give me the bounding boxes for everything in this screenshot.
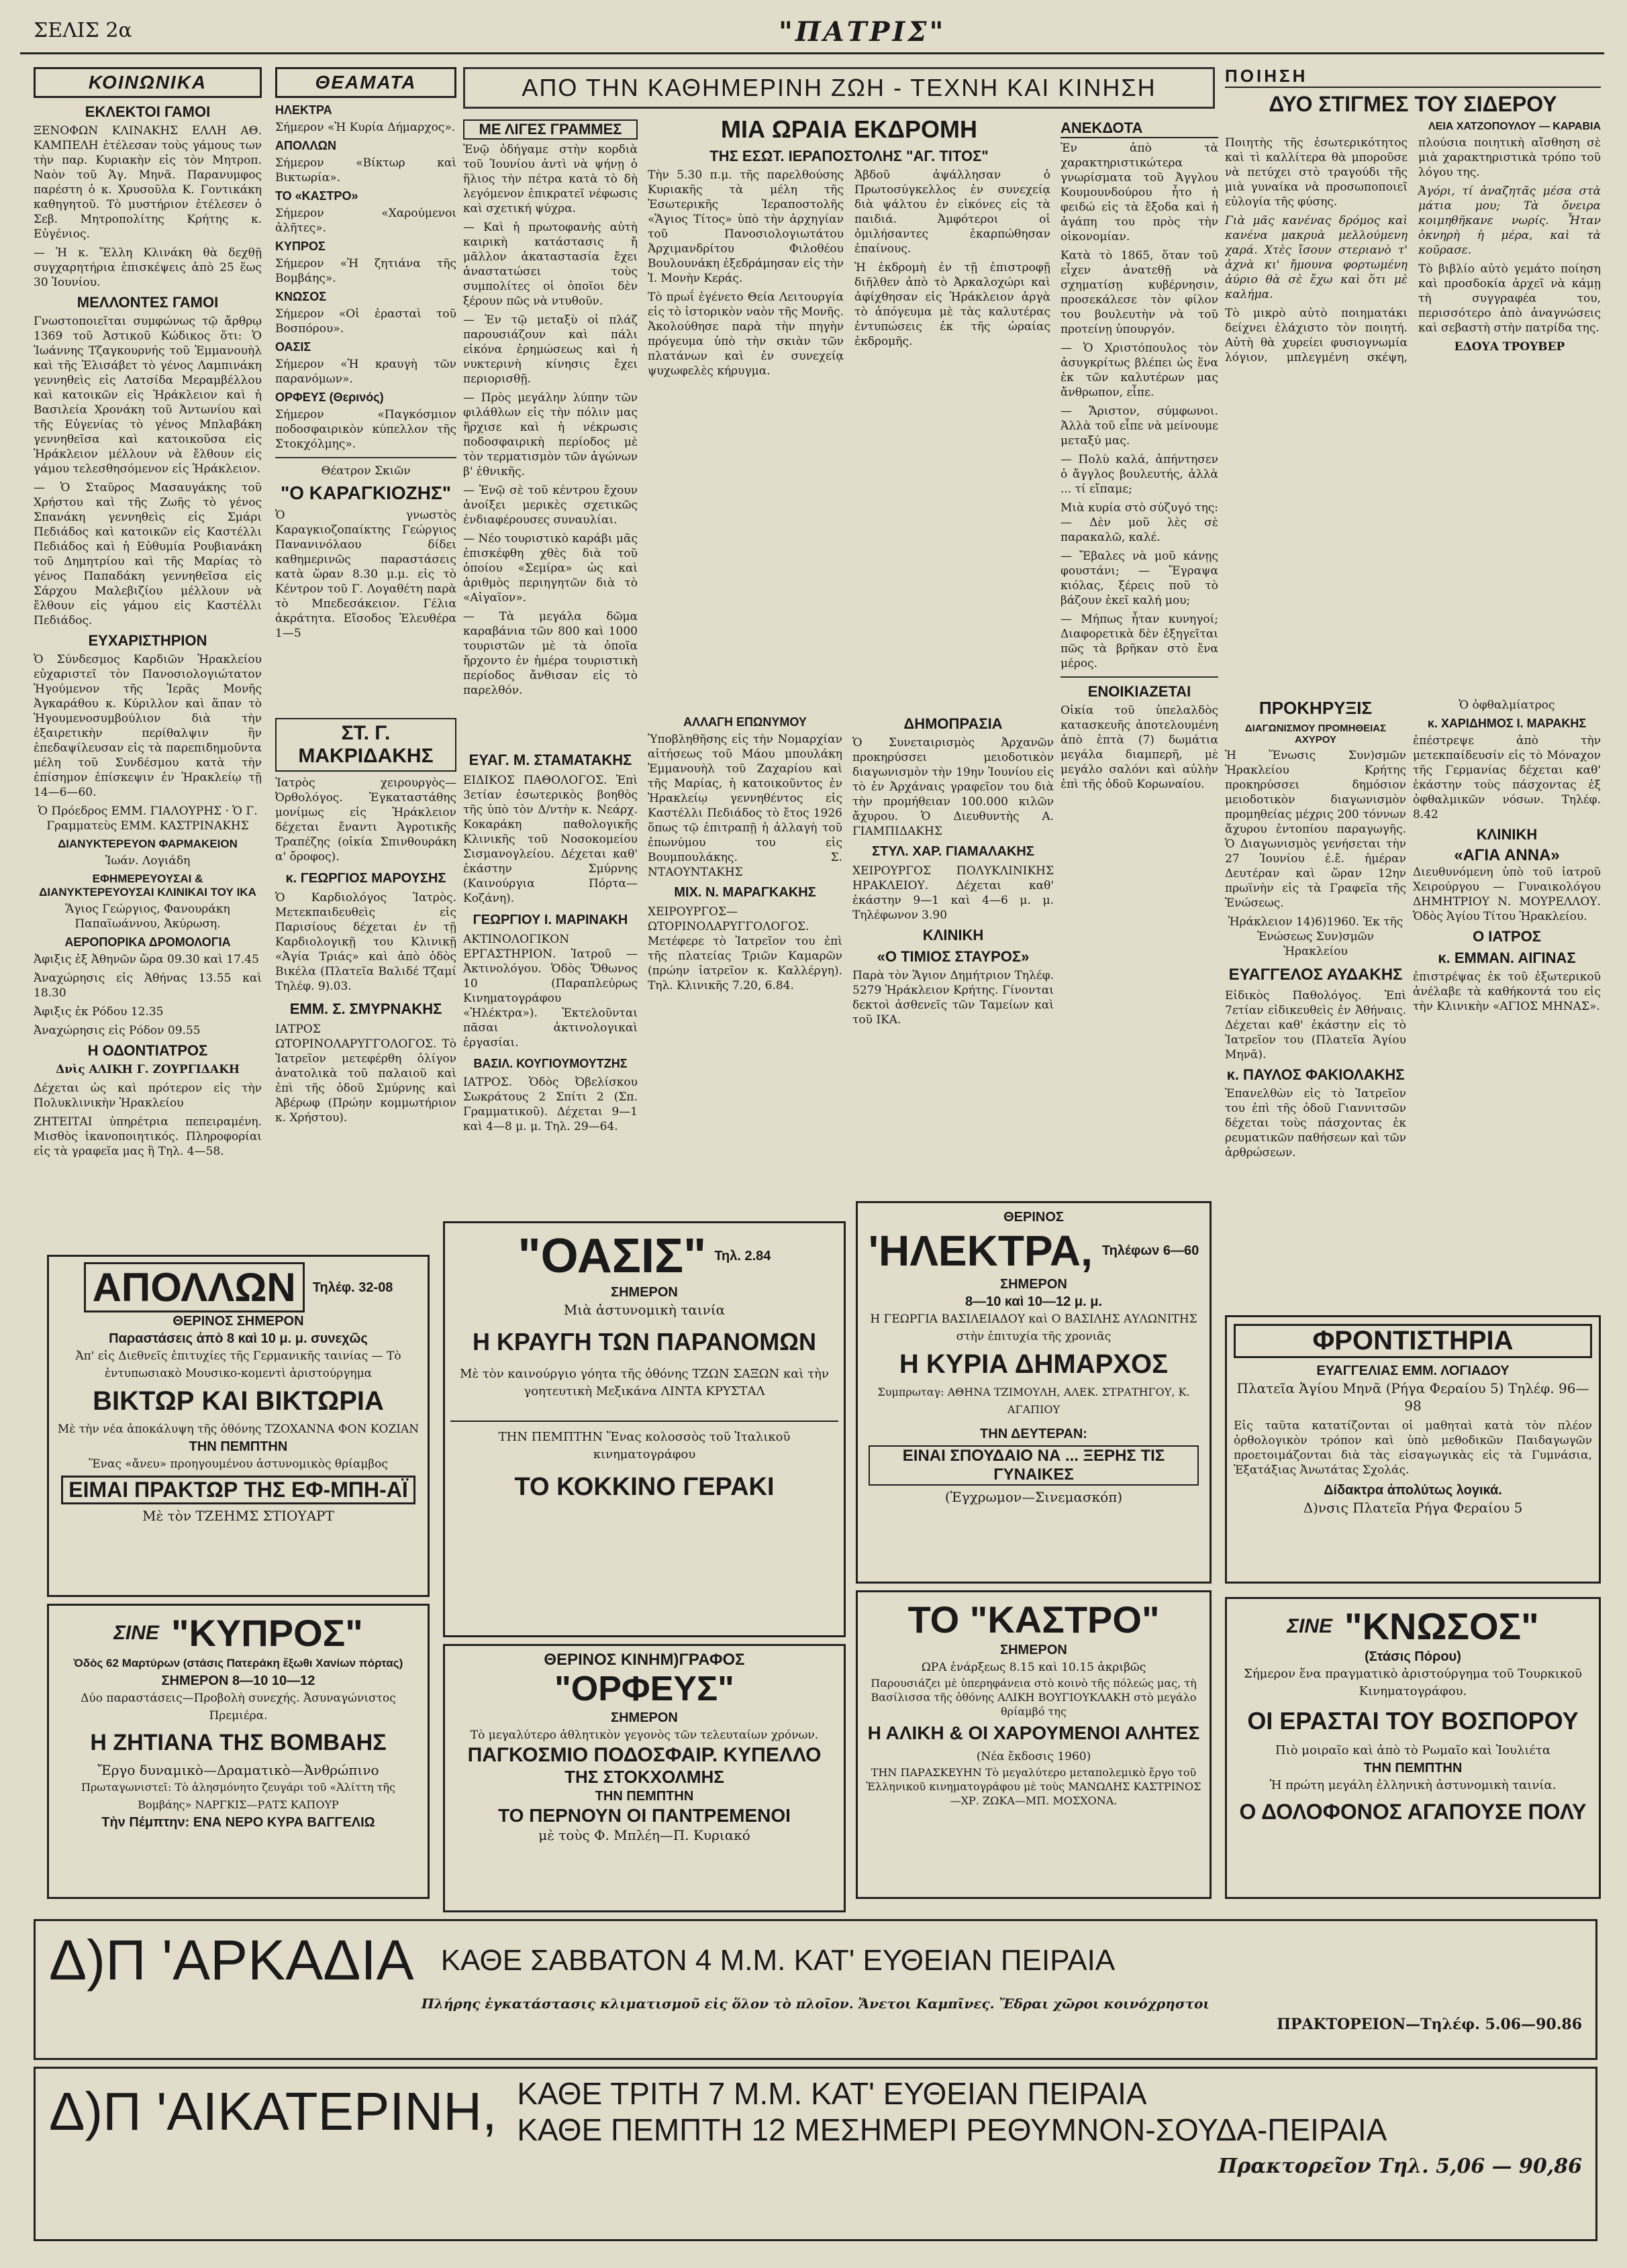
oasis-tel: Τηλ. 2.84 [714,1249,771,1264]
kypros-stars: Πρωταγωνιστεῖ: Τὸ ἀλησμόνητο ζευγάρι τοῦ «Ἀλίττη τῆς Βομβάης» ΝΑΡΓΚΙΣ—ΡΑΤΣ ΚΑΠΟΥΡ [81,1781,395,1811]
poetry-column [1225,62,1601,692]
divider [275,457,456,458]
kypros-name: "ΚΥΠΡΟΣ" [170,1612,363,1654]
poetry-p5: Τὸ βιβλίο αὐτὸ γεμάτο ποίηση καὶ προσδοκία ἀρχεῖ νὰ κάμῃ τὴ συγγραφέα του, περισσότερο ἀπὸ ἀναγνώσεις καὶ σεβαστὴ στὴν πατρίδα της. [1418,262,1601,335]
poetry-title: ΠΟΙΗΣΗ [1225,66,1601,88]
tender-title: ΠΡΟΚΗΡΥΞΙΣ [1259,698,1373,718]
right-notices-left [1225,698,1406,1315]
ophthalmologist-text: ἐπέστρεψε ἀπὸ τὴν μετεκπαίδευσίν εἰς τὸ Μόναχον τῆς Γερμανίας δέχεται καθ' ἑκάστην τοὺς πάσχοντας ἐξ ὀφθαλμικῶν νόσων. Τηλέφ. 8.42 [1413,734,1601,821]
clinic-heading: ΚΛΙΝΙΚΗ [922,927,984,943]
knosos-desc2: Ἡ πρώτη μεγάλη ἑλληνικὴ ἀστυνομικὴ ταινία. [1269,1778,1557,1792]
kypros-shows: ΣΗΜΕΡΟΝ 8—10 10—12 [161,1673,315,1688]
knosos-movie: ΟΙ ΕΡΑΣΤΑΙ ΤΟΥ ΒΟΣΠΟΡΟΥ [1247,1707,1579,1735]
ophthalmologist-heading: Ὁ ὀφθαλμίατρος [1459,699,1555,712]
auction-text: Ὁ Συνεταιρισμὸς Ἀρχανῶν προκηρύσσει μειοδοτικὸν διαγωνισμὸν τὴν 19ην Ἰουνίου εἰς τὸ ἐν Ἀρχάναις γραφεῖον του διὰ τὴν προμήθειαν 100.000 κιλῶν ἄχυρου. Ὁ Διευθυντὴς Α. ΓΙΑΜΠΙΔΑΚΗΣ [852,736,1054,838]
surgeon-name: ΣΤΥΛ. ΧΑΡ. ΓΙΑΜΑΛΑΚΗΣ [872,844,1034,859]
doctor-4-text: ΙΑΤΡΟΣ ΩΤΟΡΙΝΟΛΑΡΥΓΓΟΛΟΓΟΣ. Τὸ Ἰατρεῖον μετεφέρθη ὁλίγον ἀνατολικὰ τοῦ παλαιοῦ καὶ ἐπὶ τῆς ὁδοῦ Σμύρνης καὶ Ἀβέρωφ (Πρώην κομμωτήριον κ. Χρήστου). [275,1023,456,1125]
kypros-genre: Ἔργο δυναμικὸ—Δραματικὸ—Ἀνθρώπινο [97,1762,379,1778]
theatre-2-text: Σήμερον «Βίκτωρ καὶ Βικτωρία». [275,156,456,185]
orfeus-cinema-ad [443,1644,846,1912]
article-subtitle: ΜΕ ΛΙΓΕΣ ΓΡΑΜΜΕΣ [463,119,638,140]
ophthalmologist-name: κ. ΧΑΡΙΔΗΜΟΣ Ι. ΜΑΡΑΚΗΣ [1427,717,1587,730]
article-p3: — Ἐν τῷ μεταξὺ οἱ πλάζ παρουσιάζουν καὶ πάλι εἰκόνα ἐρημώσεως καὶ ἡ νυκτερινὴ κίνησις ἔχει περιορισθῇ. [463,313,638,386]
doctor-aiginas-heading: Ο ΙΑΤΡΟΣ [1473,928,1541,945]
doctor-1-text: Ἰατρὸς χειρουργὸς—Ὀρθολόγος. Ἐγκαταστάθης μονίμως εἰς Ἡράκλειον δέχεται ἔναντι Ἀγροτικῆς Τραπέζης (οἰκία Σπινθουράκη α' ὄροφος). [275,776,456,864]
clinic-name: «Ο ΤΙΜΙΟΣ ΣΤΑΥΡΟΣ» [877,948,1030,965]
poetry-author: ΛΕΙΑ ΧΑΤΖΟΠΟΥΛΟΥ — ΚΑΡΑΒΙΑ [1428,121,1601,132]
apollon-movie2: ΕΙΜΑΙ ΠΡΑΚΤΩΡ ΤΗΣ ΕΦ-ΜΠΗ-ΑΪ [61,1476,415,1504]
kastro-desc: Παρουσιάζει μὲ ὑπερηφάνεια στὸ κοινὸ τῆς πόλεώς μας, τὴ Βασίλισσα τῆς ὀθόνης ΑΛΙΚΗ ΒΟΥΓΙΟΥΚΛΑΚΗ στὸ μεγάλο θρίαμβό της [871,1677,1197,1718]
theatre-6-text: Σήμερον «Ἡ κραυγὴ τῶν παρανόμων». [275,358,456,386]
poetry-p4: Ἀγόρι, τί ἀναζητᾶς μέσα στὰ μάτια μου; Τὰ ὄνειρα κοιμηθῆκανε νωρίς. Ἦταν ὀκνηρὴ ἡ μέρα, καὶ τὰ κοῦρασε. [1418,185,1601,257]
apollon-desc: Ἀπ' εἰς Διεθνεῖς ἐπιτυχίες τῆς Γερμανικῆς ταινίας — Τὸ ἐντυπωσιακὸ Μουσικο-κομεντὶ ἀριστούργημα [75,1349,401,1380]
page-header [20,12,1604,54]
weddings-heading: ΕΚΛΕΚΤΟΙ ΓΑΜΟΙ [85,103,211,120]
aikaterini-agent: Πρακτορεῖον Τηλ. 5,06 — 90,86 [1218,2155,1582,2178]
excursion-p4: Ἀβδοῦ ἀψάλλησαν ὁ Πρωτοσύγκελλος ἐν συνεχείᾳ διὰ ψάλτου ἐν εἰκόνες εἰς τὰ παιδιά. Ἀμφότεροι οἱ ὁμιλήσαντες ἐκαρπώθησαν ἐπαίνους. [854,168,1050,256]
orfeus-pre: ΘΕΡΙΝΟΣ ΚΙΝΗΜ)ΓΡΑΦΟΣ [544,1651,745,1669]
arkadia-name: Δ)Π 'ΑΡΚΑΔΙΑ [49,1928,414,1992]
ilektra-format: (Ἐγχρωμον—Σινεμασκόπ) [944,1489,1123,1505]
rent-text: Οἰκία τοῦ ὑπελαλδὸς κατασκευῆς ἀποτελουμένη ἀπὸ ἑπτὰ (7) δωμάτια μεγάλα διαμπερῆ, μὲ μεγάλο σαλόνι καὶ αὐλὴν ἐπὶ τῆς ὁδοῦ Κορωναίου. [1061,704,1218,791]
apollon-star: Μὲ τὴν νέα ἀποκάλυψη τῆς ὀθόνης ΤΖΟΧΑΝΝΑ ΦΟΝ ΚΟΖΙΑΝ [57,1423,420,1436]
ilektra-stars: Η ΓΕΩΡΓΙΑ ΒΑΣΙΛΕΙΑΔΟΥ καὶ Ο ΒΑΣΙΛΗΣ ΑΥΛΩΝΙΤΗΣ στὴν ἐπιτυχία τῆς χρονιᾶς [870,1312,1197,1343]
fakiolakis-name: κ. ΠΑΥΛΟΣ ΦΑΚΙΟΛΑΚΗΣ [1226,1066,1405,1083]
divider [1061,676,1218,678]
clinic-text: Παρὰ τὸν Ἅγιον Δημήτριον Τηλέφ. 5279 Ἡράκλειον Κρήτης. Γίνονται δεκτοὶ ἀσθενεῖς τῶν Ταμείων καὶ τοῦ ΙΚΑ. [852,969,1054,1027]
tutoring-contact: Δ)νσις Πλατεῖα Ρήγα Φεραίου 5 [1303,1500,1523,1516]
thanks-signature: Ὁ Πρόεδρος ΕΜΜ. ΓΙΑΛΟΥΡΗΣ · Ὁ Γ. Γραμματεὺς ΕΜΜ. ΚΑΣΤΡΙΝΑΚΗΣ [38,805,258,833]
apollon-shows: Παραστάσεις ἀπὸ 8 καὶ 10 μ. μ. συνεχῶς [109,1331,368,1346]
surgeon-text: ΧΕΙΡΟΥΡΓΟΣ ΠΟΛΥΚΛΙΝΙΚΗΣ ΗΡΑΚΛΕΙΟΥ. Δέχεται καθ' ἑκάστην 9—1 καὶ 4—6 μ. μ. Τηλέφωνον 3.90 [852,864,1054,922]
kastro-movie: Η ΑΛΙΚΗ & ΟΙ ΧΑΡΟΥΜΕΝΟΙ ΑΛΗΤΕΣ [867,1722,1200,1743]
orfeus-today: ΣΗΜΕΡΟΝ [611,1710,678,1725]
orfeus-desc: Τὸ μεγαλύτερο ἀθλητικὸν γεγονὸς τῶν τελευταίων χρόνων. [470,1729,819,1742]
oasis-desc: Μιὰ ἀστυνομικὴ ταινία [563,1302,726,1318]
doctor-2-text: ΕΙΔΙΚΟΣ ΠΑΘΟΛΟΓΟΣ. Ἐπὶ 3ετίαν ἐσωτερικὸς βοηθὸς τῆς ὑπὸ τὸν Δ/ντὴν κ. Νεάρχ. Κοκαράκη παθολογικῆς Κλινικῆς τοῦ Νοσοκομείου Σισμανογλείου. Δέχεται καθ' ἑκάστην Σμύρνης (Καινούργια Πόρτα—Κοζάνη). [463,774,638,905]
article-p6: — Νέο τουριστικὸ καράβι μᾶς ἐπισκέφθη χθὲς διὰ τοῦ ὁποίου «Σεμίρα» ὡς καὶ ἀριθμὸς περιηγητῶν διὰ τὸ «Αἰγαῖον». [463,532,638,605]
apollon-cinema-ad [47,1255,430,1597]
pharmacy-text: Ἰωάν. Λογιάδη [105,854,191,868]
ilektra-cinema-ad [856,1201,1212,1584]
doctor-3-text: Ὁ Καρδιολόγος Ἰατρὸς. Μετεκπαιδευθεὶς εἰς Παρισίους δέχεται ἐν τῇ Καρδιολογικῇ του Κλινικῇ «Ἁγία Τριάς» καὶ ἀπὸ ὁδὸς Βικέλα (Πλατεῖα Βαλιδέ Τζαμί Τηλέφ. 9).03. [275,891,456,993]
anecdotes-title: ΑΝΕΚΔΟΤΑ [1061,119,1218,138]
theatres-column [275,67,456,711]
theatre-5-name: ΚΝΩΣΟΣ [275,290,327,303]
banner-title: ΑΠΟ ΤΗΝ ΚΑΘΗΜΕΡΙΝΗ ΖΩΗ - ΤΕΧΝΗ ΚΑΙ ΚΙΝΗΣΗ [522,74,1156,101]
theatre-3-name: ΤΟ «ΚΑΣΤΡΟ» [275,189,358,203]
doctor-7-name: ΜΙΧ. Ν. ΜΑΡΑΓΚΑΚΗΣ [674,885,816,900]
ilektra-monday: ΤΗΝ ΔΕΥΤΕΡΑΝ: [980,1427,1087,1441]
doctors-left [275,718,456,1215]
theatre-1-name: ΗΛΕΚΤΡΑ [275,103,332,117]
doctors-middle [463,752,638,1215]
karagiozis-text: Ὁ γνωστὸς Καραγκιοζοπαίκτης Γεώργιος Πανανινόλαου δίδει καθημερινῶς παραστάσεις κατὰ ὥραν 8.30 μ.μ. εἰς τὸ Κέντρον τοῦ Γ. Λογαθέτη παρὰ τὸ Μπεδεσάκειον. Γέλια ἀκράτητα. Εἴσοδος Ἐλευθέρα 1—5 [275,509,456,640]
theatre-7-text: Σήμερον «Παγκόσμιον ποδοσφαιρικὸν κύπελλον τῆς Στοκχόλμης». [275,408,456,451]
ilektra-name: 'ΗΛΕΚΤΡΑ, [868,1227,1093,1275]
doctor-4-name: ΕΜΜ. Σ. ΣΜΥΡΝΑΚΗΣ [289,1000,442,1017]
ilektra-movie2: ΕΙΝΑΙ ΣΠΟΥΔΑΙΟ ΝΑ ... ΞΕΡΗΣ ΤΙΣ ΓΥΝΑΙΚΕΣ [869,1445,1199,1486]
poetry-signature: ΕΔΟΥΑ ΤΡΟΥΒΕΡ [1454,340,1565,354]
knosos-stop: (Στάσις Πόρου) [1365,1649,1461,1664]
oasis-today: ΣΗΜΕΡΟΝ [611,1285,678,1300]
excursion-subtitle: ΤΗΣ ΕΣΩΤ. ΙΕΡΑΠΟΣΤΟΛΗΣ "ΑΓ. ΤΙΤΟΣ" [709,148,989,164]
tutoring-name: ΕΥΑΓΓΕΛΙΑΣ ΕΜΜ. ΛΟΓΙΑΔΟΥ [1316,1363,1510,1378]
orfeus-movie: ΠΑΓΚΟΣΜΙΟ ΠΟΔΟΣΦΑΙΡ. ΚΥΠΕΛΛΟ [467,1744,822,1766]
kastro-cinema-ad [856,1590,1212,1899]
notices-right [852,711,1054,1194]
doctor-5-name: ΓΕΩΡΓΙΟΥ Ι. ΜΑΡΙΝΑΚΗ [473,913,628,927]
theatre-2-name: ΑΠΟΛΛΩΝ [275,139,336,152]
poetry-p1: Ποιητὴς τῆς ἐσωτερικότητος καὶ τὶ καλλίτερα θὰ μποροῦσε νὰ πετύχει στὸ τραγούδι τῆς μιὰ γυναίκα νὰ προσωποποιεῖ εὐλογία τῆς φύσης. [1225,136,1408,209]
doctor-6-text: ΙΑΤΡΟΣ. Ὁδὸς Ὀβελίσκου Σωκράτους 2 Σπίτι 2 (Σπ. Γραμματικοῦ). Δέχεται 9—1 καὶ 4—8 μ. μ. Τηλ. 29—64. [463,1076,638,1133]
oasis-thursday: ΤΗΝ ΠΕΜΠΤΗΝ Ἕνας κολοσσὸς τοῦ Ἰταλικοῦ κινηματογράφου [450,1421,838,1463]
flight-1: Ἀφιξις ἐξ Ἀθηνῶν ὥρα 09.30 καὶ 17.45 [34,953,259,966]
thanks-text: Ὁ Σύνδεσμος Καρδιῶν Ἡρακλείου εὐχαριστεῖ τὸν Πανοσιολογιώτατον Ἡγούμενον τῆς Ἱερᾶς Μονῆς Ἀγκαράθου κ. Κύριλλον καὶ ἅπαν τὸ Ἡγουμενοσυμβούλιον διὰ τὴν ἐξαιρετικὴν περίθαλψιν ἣν ἐπεδαψίλευσαν εἰς τὰ παρεπιδημοῦντα μέλη τοῦ Συνδέσμου κατὰ τὴν ἐπίσημον ἐπίσκεψιν ἐν Ἡρακλείῳ τῇ 14—6—60. [34,653,262,799]
dentist-name: Δνὶς ΑΛΙΚΗ Γ. ΖΟΥΡΓΙΔΑΚΗ [56,1063,240,1076]
auction-heading: ΔΗΜΟΠΡΑΣΙΑ [903,715,1003,732]
tender-text: Ἡ Ἕνωσις Συν)σμῶν Ἡρακλείου Κρήτης προκηρύσσει δημόσιον μειοδοτικὸν διαγωνισμὸν προμηθείας μέχρις 200 τόννων ἄχυρου ἐντοπίου παραγωγῆς. Ὁ Διαγωνισμὸς γενήσεται τὴν 27 Ἰουνίου ἐ.ἔ. ἡμέραν Δευτέραν καὶ ὥραν 12ην πρωϊνὴν εἰς τὰ Γραφεῖα τῆς Ἑνώσεως. [1225,749,1406,910]
karagiozis-title: "Ο ΚΑΡΑΓΚΙΟΖΗΣ" [280,482,452,503]
wanted-ad: ΖΗΤΕΙΤΑΙ ὑπηρέτρια πεπειραμένη. Μισθὸς ἱκανοποιητικός. Πληροφορίαι εἰς τὰ γραφεῖα μας ἢ Τηλ. 4—58. [34,1115,262,1158]
anecdotes-column [1061,115,1218,1062]
weddings-text-2: — Ἡ κ. Ἔλλη Κλινάκη θὰ δεχθῇ συγχαρητήρια ἐπισκέψεις ἀπὸ 25 ἕως 30 Ἰουνίου. [34,246,262,289]
theatre-4-text: Σήμερον «Ἡ ζητιάνα τῆς Βομβάης». [275,257,456,285]
theatre-7-name: ΟΡΦΕΥΣ (Θερινός) [275,391,384,404]
kastro-today: ΣΗΜΕΡΟΝ [1000,1643,1067,1657]
apollon-star2: Μὲ τὸν ΤΖΕΗΜΣ ΣΤΙΟΥΑΡΤ [142,1508,334,1524]
orfeus-movie2: ΤΟ ΠΕΡΝΟΥΝ ΟΙ ΠΑΝΤΡΕΜΕΝΟΙ [498,1805,791,1826]
anecdote-3: — Ὁ Χριστόπουλος τὸν ἀσυγκρίτως βλέπει ὡς ἕνα ἐκ τῶν καλυτέρων μας ἄνθρωπον, εἶπε. [1061,342,1218,399]
anecdote-2: Κατὰ τὸ 1865, ὅταν τοῦ εἶχεν ἀνατεθῇ νὰ σχηματίσῃ κυβέρνησιν, προσεκάλεσε τὸν φίλον του βουλευτὴν νὰ τοῦ προτείνῃ ὑπουργόν. [1061,249,1218,336]
pharmacy-heading: ΔΙΑΝΥΚΤΕΡΕΥΟΝ ΦΑΡΜΑΚΕΙΟΝ [58,837,238,850]
oasis-movie2: ΤΟ ΚΟΚΚΙΝΟ ΓΕΡΑΚΙ [514,1473,775,1501]
excursion-title: ΜΙΑ ΩΡΑΙΑ ΕΚΔΡΟΜΗ [720,115,978,143]
orfeus-location: ΤΗΣ ΣΤΟΚΧΟΛΜΗΣ [564,1767,724,1787]
ilektra-shows: 8—10 καὶ 10—12 μ. μ. [965,1294,1102,1309]
knosos-pre: ΣΙΝΕ [1287,1614,1333,1637]
clinic-anna-heading: ΚΛΙΝΙΚΗ [1476,826,1538,843]
ilektra-cast: Συμπρωταγ: ΑΘΗΝΑ ΤΖΙΜΟΥΛΗ, ΑΛΕΚ. ΣΤΡΑΤΗΓΟΥ, Κ. ΑΓΑΠΙΟΥ [877,1386,1190,1416]
clinics-text: Ἅγιος Γεώργιος, Φανουράκη Παπαϊωάννου, Ἀκύρωση. [65,903,230,931]
flight-4: Ἀναχώρησις εἰς Ρόδον 09.55 [34,1024,201,1037]
anecdote-7: — Ἔβαλες νὰ μοῦ κάνῃς φουστάνι; — Ἔγραψα κιόλας, ξέρεις ποῦ τὸ βάζουν ἐκεῖ καλή μου; [1061,550,1218,607]
oasis-cinema-ad [443,1221,846,1637]
clinics-heading: ΕΦΗΜΕΡΕΥΟΥΣΑΙ & ΔΙΑΝΥΚΤΕΡΕΥΟΥΣΑΙ ΚΛΙΝΙΚΑΙ ΤΟΥ ΙΚΑ [39,872,256,898]
excursion-p3: Ἡ ἐκδρομὴ ἐν τῇ ἐπιστροφῇ διῆλθεν ἀπὸ τὸ Ἀρκαλοχώρι καὶ ἀφίχθησαν εἰς Ἡράκλειον ἀργὰ τὸ ἀπόγευμα μὲ τὰς καλυτέρας ἐντυπώσεις ἐκ τῆς ὡραίας ἐκδρομῆς. [854,261,1050,348]
theatre-5-text: Σήμερον «Οἱ ἐρασταὶ τοῦ Βοσπόρου». [275,307,456,336]
knosos-cinema-ad [1225,1597,1601,1899]
kypros-desc: Δύο παραστάσεις—Προβολὴ συνεχής. Ἀσυναγώνιστος Πρεμιέρα. [81,1692,396,1722]
theatres-title: ΘΕΑΜΑΤΑ [275,67,456,98]
shadow-theatre-heading: Θέατρον Σκιῶν [321,464,411,478]
poetry-headline: ΔΥΟ ΣΤΙΓΜΕΣ ΤΟΥ ΣΙΔΕΡΟΥ [1269,92,1557,116]
doctor-1-name: ΣΤ. Γ. ΜΑΚΡΙΔΑΚΗΣ [275,718,456,772]
anecdote-4: — Ἄριστον, σύμφωνοι. Ἀλλὰ τοῦ εἶπε νὰ μείνουμε μεταξύ μας. [1061,405,1218,448]
flights-heading: ΑΕΡΟΠΟΡΙΚΑ ΔΡΟΜΟΛΟΓΙΑ [64,935,231,949]
kastro-times: ΩΡΑ ἐνάρξεως 8.15 καὶ 10.15 ἀκριβῶς [921,1661,1146,1674]
apollon-desc2: Ἕνας «ἄνευ» προηγουμένου ἀστυνομικὸς θρίαμβος [89,1457,388,1471]
anecdote-8: — Μήπως ἦταν κυνηγοί; Διαφορετικὰ δὲν ἐξηγεῖται πῶς τὰ βρῆκαν στὸ ἔνα μέρος. [1061,613,1218,670]
tutoring-text: Εἰς ταῦτα κατατίζονται οἱ μαθηταὶ κατὰ τὸν πλέον ὀρθολογικὸν τρόπον καὶ ὑπὸ μεθοδικῶν Παιδαγωγῶν προετοιμάζονται διὰ τὰς εἰσαγωγικὰς εἰς τὰ Γυμνάσια, Ἐξατάξιας Ἀνωτάτας Σχολάς. [1234,1419,1592,1477]
arkadia-agent: ΠΡΑΚΤΟΡΕΙΟΝ—Τηλέφ. 5.06—90.86 [1277,2016,1582,2033]
article-p1: Ἐνῷ ὁδήγαμε στὴν κορδιὰ τοῦ Ἰουνίου ἀντὶ νὰ ψήνῃ ὁ ἥλιος τὴν πέτρα κατὰ τὸ δὴ λεγόμενον ἐπικρατεῖ νέφωσις καὶ σχετική ψύχρα. [463,143,638,215]
tutoring-address: Πλατεῖα Ἁγίου Μηνᾶ (Ρήγα Φεραίου 5) Τηλέφ. 96—98 [1236,1380,1589,1414]
excursion-article [648,115,1050,699]
rent-heading: ΕΝΟΙΚΙΑΖΕΤΑΙ [1087,683,1191,700]
tutoring-ad [1225,1315,1601,1584]
doctor-6-name: ΒΑΣΙΛ. ΚΟΥΓΙΟΥΜΟΥΤΖΗΣ [473,1057,628,1070]
ilektra-pre: ΘΕΡΙΝΟΣ [1003,1210,1064,1225]
excursion-p2: Τὸ πρωΐ ἐγένετο Θεία Λειτουργία εἰς τὸ ἱστορικὸν ναὸν τῆς Μονῆς. Ἀκολούθησε παρὰ τὴν πηγὴν πρόγευμα ὑπὸ τὴν σκιὰν τῶν πλατάνων καὶ ἐν συνεχείᾳ ψυχωφελὲς κήρυγμα. [648,291,844,378]
theatre-4-name: ΚΥΠΡΟΣ [275,240,326,253]
doctor-aiginas-text: ἐπιστρέψας ἐκ τοῦ ἐξωτερικοῦ ἀνέλαβε τὰ καθήκοντά του εἰς τὴν Κλινικὴν «ΑΓΙΟΣ ΜΗΝΑΣ». [1413,970,1601,1013]
article-p5: — Ἐνῷ σὲ τοῦ κέντρου ἔχουν ἀνοίξει μερικὲς σχετικῶς ἐνδιαφέρουσες συναυλίαι. [463,484,638,527]
knosos-name: "ΚΝΩΣΟΣ" [1344,1605,1539,1647]
kypros-cinema-ad [47,1604,430,1899]
doctor-5-text: ΑΚΤΙΝΟΛΟΓΙΚΟΝ ΕΡΓΑΣΤΗΡΙΟΝ. Ἰατροῦ — Ἀκτινολόγου. Ὁδὸς Ὄθωνος 10 (Παραπλεύρως Κινηματογράφου «Ἠλέκτρα»). Ἐκτελοῦνται πᾶσαι ἀκτινολογικαὶ ἐργασίαι. [463,933,638,1049]
tutoring-title: ΦΡΟΝΤΙΣΤΗΡΙΑ [1234,1324,1592,1358]
orfeus-stars: μὲ τοὺς Φ. Μπλέη—Π. Κυριακό [538,1827,750,1843]
page-number: ΣΕΛΙΣ 2α [34,19,132,42]
kypros-pre: ΣΙΝΕ [113,1621,159,1644]
kastro-edition: (Νέα ἔκδοσις 1960) [976,1750,1091,1763]
doctor-7-text: ΧΕΙΡΟΥΡΓΟΣ—ΩΤΟΡΙΝΟΛΑΡΥΓΓΟΛΟΓΟΣ. Μετέφερε τὸ Ἰατρεῖον του ἐπὶ τῆς πλατείας Τριῶν Καμαρῶν (πρώην ἰατρεῖον κ. Καλλέργη). Τηλ. Κλινικῆς 7.20, 6.84. [648,905,842,992]
knosos-movie2: Ο ΔΟΛΟΦΟΝΟΣ ΑΓΑΠΟΥΣΕ ΠΟΛΥ [1239,1800,1587,1824]
kypros-thursday: Τὴν Πέμπτην: ΕΝΑ ΝΕΡΟ ΚΥΡΑ ΒΑΓΓΕΛΙΩ [101,1815,375,1830]
thanks-heading: ΕΥΧΑΡΙΣΤΗΡΙΟΝ [88,632,207,649]
doctor-3-name: κ. ΓΕΩΡΓΙΟΣ ΜΑΡΟΥΣΗΣ [285,871,446,886]
ilektra-movie: Η ΚΥΡΙΑ ΔΗΜΑΡΧΟΣ [899,1349,1169,1379]
notices-middle [648,711,842,1194]
arkadia-amenities: Πλήρης ἐγκατάστασις κλιματισμοῦ εἰς ὅλον τὸ πλοῖον. Ἄνετοι Καμπῖνες. Ἔδραι χῶροι κοινόχρηστοι [421,1996,1210,2012]
dentist-text: Δέχεται ὡς καὶ πρότερον εἰς τὴν Πολυκλινικὴν Ἡρακλείου [34,1082,262,1110]
right-notices-right [1413,698,1601,1208]
knosos-desc: Σήμερον ἕνα πραγματικὸ ἀριστούργημα τοῦ Τουρκικοῦ Κινηματογράφου. [1244,1667,1582,1698]
article-p4: — Πρὸς μεγάλην λύπην τῶν φιλάθλων εἰς τὴν πόλιν μας ἥρχισε καὶ ἡ νέκρωσις ποδοσφαιρικὴ περίοδος μὲ τὸν τερματισμὸν τῶν ἀγώνων β' ἐθνικῆς. [463,391,638,478]
anecdote-5: — Πολὺ καλά, ἀπήντησεν ὁ ἄγγλος βουλευτής, ἀλλὰ ... τί εἴπαμε; [1061,453,1218,496]
ilektra-today: ΣΗΜΕΡΟΝ [1000,1277,1067,1292]
apollon-today: ΘΕΡΙΝΟΣ ΣΗΜΕΡΟΝ [172,1314,304,1329]
aikaterini-ship-ad [34,2067,1597,2241]
poetry-p3: Τὸ μικρὸ αὐτὸ ποιηματάκι δείχνει ἐλάχιστο τὸν ποιητή. Αὐτὴ θὰ χυρείει φυσιογνωμία λόγιον, μπλεγμένη σκέψη, πλούσια ποιητικὴ αἴσθηση σὲ μιὰ χαρακτηριστικὰ τρόπο τοῦ λόγου της. [1225,136,1601,364]
apollon-name: ΑΠΟΛΛΩΝ [84,1262,305,1312]
article-p2: — Καὶ ἡ πρωτοφανὴς αὐτὴ καιρικὴ κατάστασις ἤ μᾶλλον ἀκαταστασία ἔχει ἀναστατώσει τοὺς συμπολίτες οἱ ὁποῖοι δὲν ξέρουν πῶς νὰ ντυθοῦν. [463,221,638,308]
knosos-tagline: Πιὸ μοιραῖο καὶ ἀπὸ τὸ Ρωμαῖο καὶ Ἰουλιέτα [1275,1743,1550,1757]
social-title: ΚΟΙΝΩΝΙΚΑ [34,67,262,98]
theatre-1-text: Σήμερον «Ἡ Κυρία Δήμαρχος». [275,121,456,134]
fakiolakis-text: Ἐπανελθὼν εἰς τὸ Ἰατρεῖον του ἐπὶ τῆς ὁδοῦ Γιαννιτσῶν δέχεται τοὺς πάσχοντας ἐκ ρευματικῶν παθήσεων καὶ τῶν ἀρθρώσεων. [1225,1087,1406,1159]
newspaper-name: "ΠΑΤΡΙΣ" [779,16,946,48]
future-weddings-text-2: — Ὁ Σταῦρος Μασαυγάκης τοῦ Χρήστου καὶ τῆς Ζωῆς τὸ γένος Σπανάκη γεννηθεὶς εἰς Σμάρι Πεδιάδος καὶ κατοικῶν εἰς Καστέλλι Πεδιάδος καὶ ἡ Εὐθυμία Ρουβιανάκη τοῦ Δημητρίου καὶ τῆς Μαρίας τὸ γένος Παπαδάκη γεννηθεῖσα εἰς Σάρχου Μαλεβιζίου μέλλουν νὰ ἔλθουν εἰς γάμου εἰς Καστέλλι Πεδιάδος. [34,481,262,627]
arkadia-route: ΚΑΘΕ ΣΑΒΒΑΤΟΝ 4 Μ.Μ. ΚΑΤ' ΕΥΘΕΙΑΝ ΠΕΙΡΑΙΑ [440,1943,1116,1977]
aikaterini-route-1: ΚΑΘΕ ΤΡΙΤΗ 7 Μ.Μ. ΚΑΤ' ΕΥΘΕΙΑΝ ΠΕΙΡΑΙΑ [517,2076,1147,2111]
apollon-tel: Τηλέφ. 32-08 [312,1280,393,1295]
poetry-p2: Γιὰ μᾶς κανένας δρόμος καὶ κανένα μακρυὰ μελλούμενη χαρά. Χτὲς ἴσουν στεριανὸ τ' ἀχνὰ κι' ἤμουνα φορτωμένη ἀύριο θὰ σὲ ἔχω καὶ ὅτι μὲ καλήμα. [1225,214,1408,301]
tender-signature: Ἡράκλειον 14)6)1960. Ἐκ τῆς Ἑνώσεως Συν)σμῶν Ἡρακλείου [1228,915,1403,958]
banner [463,67,1215,109]
surname-change-heading: ΑΛΛΑΓΗ ΕΠΩΝΥΜΟΥ [683,715,807,729]
theatre-3-text: Σήμερον «Χαρούμενοι ἀλῆτες». [275,207,456,235]
pathologist-name: ΕΥΑΓΓΕΛΟΣ ΑΥΔΑΚΗΣ [1228,966,1403,984]
knosos-thursday: ΤΗΝ ΠΕΜΠΤΗΝ [1363,1761,1463,1775]
doctor-2-name: ΕΥΑΓ. Μ. ΣΤΑΜΑΤΑΚΗΣ [469,752,632,768]
aikaterini-name: Δ)Π 'ΑΙΚΑΤΕΡΙΝΗ, [49,2081,497,2141]
theatre-6-name: ΟΑΣΙΣ [275,340,311,354]
aikaterini-route-2: ΚΑΘΕ ΠΕΜΠΤΗ 12 ΜΕΣΗΜΕΡΙ ΡΕΘΥΜΝΟΝ-ΣΟΥΔΑ-ΠΕΙΡΑΙΑ [517,2112,1387,2147]
future-weddings-heading: ΜΕΛΛΟΝΤΕΣ ΓΑΜΟΙ [77,294,219,311]
surname-change-text: Ὑποβληθῆσης εἰς τὴν Νομαρχίαν αἰτήσεως τοῦ Μάου μπουλάκη Ἐμμανουὴλ τοῦ Ζαχαρίου καὶ τῆς Μαρίας, ἡ κατοικοῦντος ἐν Ἡρακλείῳ γεννηθέντος εἰς Καστέλλι Πεδιάδος τὸ ἔτος 1926 ὅπως τῷ ἐπιτραπῇ ἡ ἀλλαγὴ τοῦ ἐπωνύμου του εἰς Βουμπουλάκης. Σ. ΝΤΑΟΥΝΤΑΚΗΣ [648,733,842,879]
kypros-movie: Η ΖΗΤΙΑΝΑ ΤΗΣ ΒΟΜΒΑΗΣ [90,1730,387,1755]
anecdote-1: Ἐν ἀπὸ τὰ χαρακτηριστικώτερα γνωρίσματα τοῦ Ἀγγλου Κουμουνδούρου ἦτο ἡ φειδώ εἰς τὰ ἔξοδα καὶ ἡ ἀγάπη του πρὸς τὴν οἰκονομίαν. [1061,142,1218,244]
oasis-name: "ΟΑΣΙΣ" [517,1229,707,1283]
kypros-address: Ὁδὸς 62 Μαρτύρων (στάσις Πατεράκη ἔξωθι Χανίων πόρτας) [73,1657,403,1669]
article-p7: — Τὰ μεγάλα δῶμα καραβάνια τῶν 800 καὶ 1000 τουριστῶν μὲ τὰ ὁποῖα ἤρχοντο ἐν ἡμέρα τουριστικὴ περίοδος ἄνθισαν εἰς τὸ παρελθόν. [463,610,638,697]
arkadia-ship-ad [34,1919,1597,2060]
orfeus-name: "ΟΡΦΕΥΣ" [554,1669,734,1708]
clinic-anna-name: «ΑΓΙΑ ΑΝΝΑ» [1454,846,1560,864]
apollon-movie: ΒΙΚΤΩΡ ΚΑΙ ΒΙΚΤΩΡΙΑ [93,1386,384,1416]
ilektra-tel: Τηλέφων 6—60 [1101,1243,1199,1258]
clinic-anna-text: Διευθυνόμενη ὑπὸ τοῦ ἰατροῦ Χειρούργου — Γυναικολόγου ΔΗΜΗΤΡΙΟΥ Ν. ΜΟΥΡΕΛΛΟΥ. Ὁδὸς Ἁγίου Τίτου Ἡρακλείου. [1413,866,1601,923]
kastro-friday: ΤΗΝ ΠΑΡΑΣΚΕΥΗΝ Τὸ μεγαλύτερο μεταπολεμικὸ ἔργο τοῦ Ἑλληνικοῦ κινηματογράφου μὲ τοὺς ΜΑΝΩΛΗΣ ΚΑΣΤΡΙΝΟΣ—ΧΡ. ΖΩΚΑ—ΜΠ. ΜΟΣΧΟΝΑ. [866,1766,1201,1807]
oasis-stars: Μὲ τὸν καινούργιο γόητα τῆς ὀθόνης ΤΖΩΝ ΣΑΞΩΝ καὶ τὴν γοητευτικὴ Μεξικάνα ΛΙΝΤΑ ΚΡΥΣΤΑΛ [460,1367,829,1398]
flight-3: Ἀφιξις ἐκ Ρόδου 12.35 [34,1005,164,1019]
dentist-heading: Η ΟΔΟΝΤΙΑΤΡΟΣ [87,1042,208,1059]
social-column [34,67,262,1221]
orfeus-thursday: ΤΗΝ ΠΕΜΠΤΗΝ [595,1789,694,1804]
tender-subtitle: ΔΙΑΓΩΝΙΣΜΟΥ ΠΡΟΜΗΘΕΙΑΣ ΑΧΥΡΟΥ [1244,723,1387,745]
oasis-movie: Η ΚΡΑΥΓΗ ΤΩΝ ΠΑΡΑΝΟΜΩΝ [472,1328,817,1355]
kastro-name: ΤΟ "ΚΑΣΤΡΟ" [907,1598,1160,1641]
pathologist-text: Εἰδικὸς Παθολόγος. Ἐπὶ 7ετίαν εἰδικευθεὶς ἐν Ἀθήναις. Δέχεται καθ' ἑκάστην εἰς τὸ Ἰατρεῖον του (Πλατεῖα Ἁγίου Μηνᾶ). [1225,989,1406,1062]
doctor-aiginas-name: κ. ΕΜΜΑΝ. ΑΙΓΙΝΑΣ [1438,949,1576,966]
weddings-text: ΞΕΝΟΦΩΝ ΚΛΙΝΑΚΗΣ ΕΛΛΗ ΑΘ. ΚΑΜΠΕΛΗ ἐτέλεσαν τοὺς γάμους των τὴν παρ. Κυριακὴν εἰς τὸν Μητροπ. Ναὸν τοῦ Ἁγ. Μηνᾶ. Παρανυμφος παρέστη ὁ κ. Χρυσοῦλα Κ. Γοντικάκη καθηγητοῦ. Τὸ μυστήριον ἐτέλεσεν ὁ Σεβ. Μητροπολίτης Κρήτης κ. Εὐγένιος. [34,124,262,241]
apollon-thursday: ΤΗΝ ΠΕΜΠΤΗΝ [189,1439,288,1454]
anecdote-6: Μιὰ κυρία στὸ σύζυγό της: — Δὲν μοῦ λὲς σὲ παρακαλῶ, καλέ. [1061,501,1218,544]
flight-2: Ἀναχώρησις εἰς Ἀθήνας 13.55 καὶ 18.30 [34,972,262,1000]
future-weddings-text: Γνωστοποιεῖται συμφώνως τῷ ἄρθρῳ 1369 τοῦ Ἀστικοῦ Κώδικος ὅτι: Ὁ Ἰωάννης Τζαγκουρνής τοῦ Ἐμμανουὴλ καὶ τῆς Ἐλισάβετ τὸ γένος Λαμπινάκη γεννηθεὶς εἰς Λατσίδα Μεραμβέλλου καὶ κατοικῶν εἰς Ἡράκλειον καὶ ἡ Βασιλεία Χρονάκη τοῦ Ἀντωνίου καὶ τῆς Εὐγενίας τὸ γένος Μπλαβάκη γεννηθεῖσα καὶ κατοικοῦσα εἰς Ἡράκλειον μέλλουν νὰ ἔλθουν εἰς γάμου τελεσθησόμενον εἰς Ἡράκλειον. [34,315,262,476]
excursion-p1: Τὴν 5.30 π.μ. τῆς παρελθούσης Κυριακῆς τὰ μέλη τῆς Ἐσωτερικῆς Ἱεραποστολῆς «Ἅγιος Τίτος» ὑπὸ τὴν ἀρχηγίαν τοῦ Πανοσιολογιωτάτου Ἀρχιμανδρίτου Φιλοθέου Βουλουνάκη ἐξεδράμησαν εἰς τὴν Ἱ. Μονὴν Κεράς. [648,168,844,285]
article-column [463,115,638,746]
tutoring-fees: Δίδακτρα ἀπολύτως λογικά. [1324,1483,1502,1498]
